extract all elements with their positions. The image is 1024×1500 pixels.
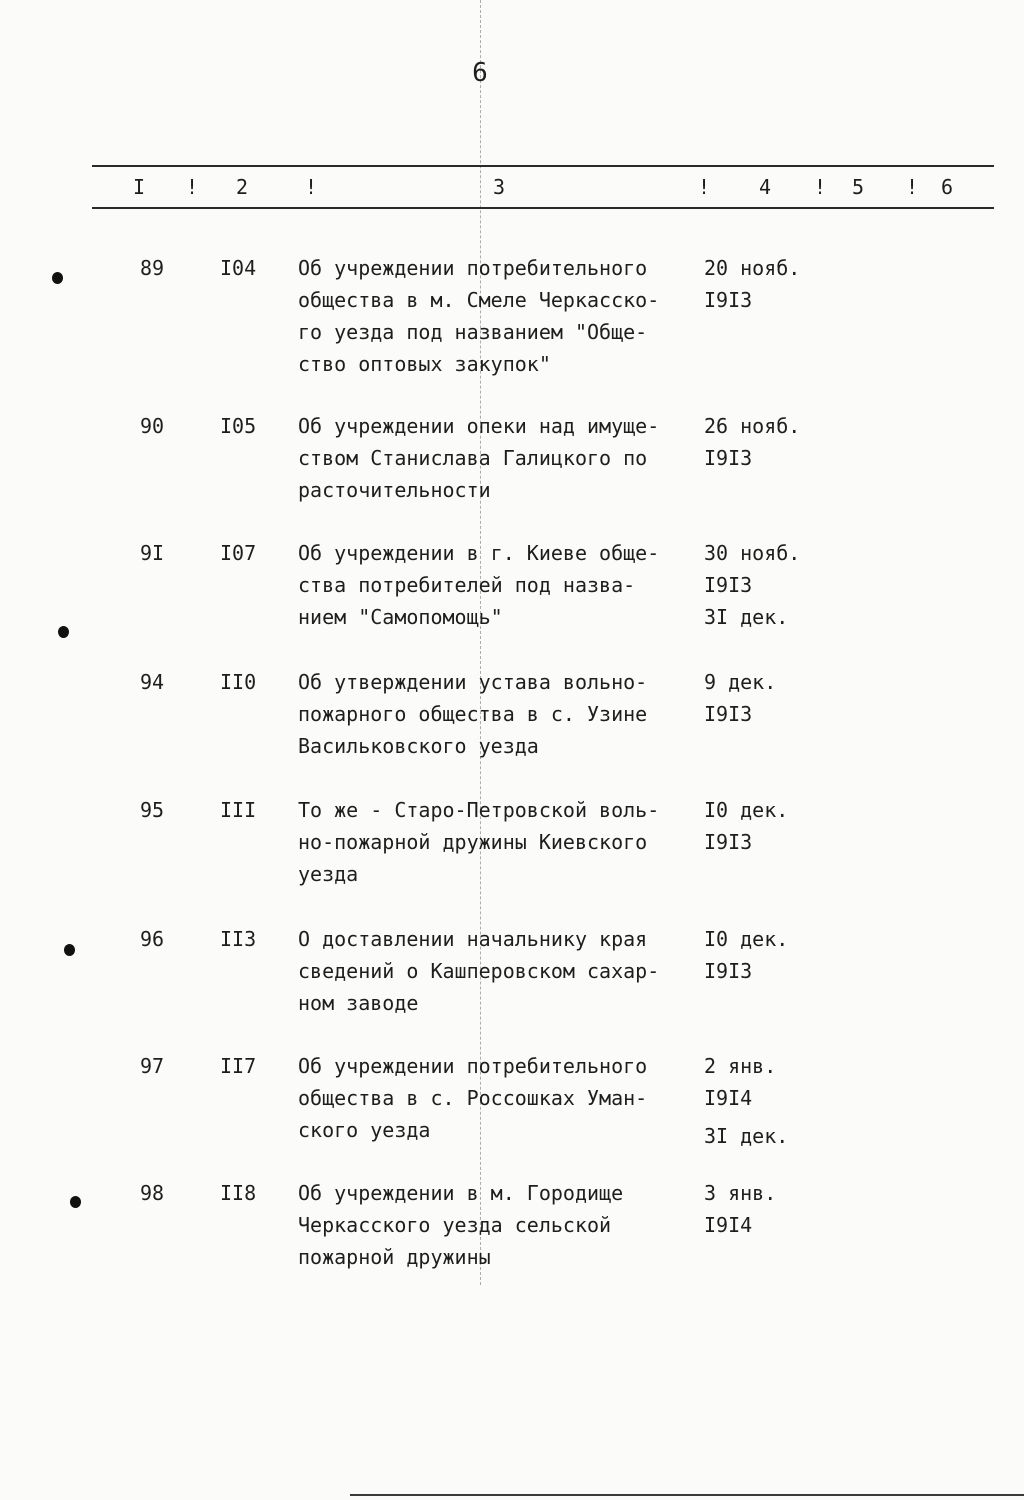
entry-dates: [704, 923, 824, 987]
date-line: 3I дек.: [704, 1124, 789, 1148]
date-line: I9I3: [704, 959, 753, 983]
header-separator: !: [698, 175, 711, 199]
description-line: ства потребителей под назва-: [298, 573, 636, 597]
description-line: Об учреждении потребительного: [298, 256, 648, 280]
date-line: I9I3: [704, 288, 753, 312]
entry-number: 89: [140, 256, 165, 280]
description-line: Черкасского уезда сельской: [298, 1213, 612, 1237]
table-header-rule: [92, 207, 994, 209]
description-line: но-пожарной дружины Киевского: [298, 830, 648, 854]
date-line: 30 нояб.: [704, 541, 801, 565]
entry-number: 90: [140, 414, 165, 438]
header-separator: !: [906, 175, 919, 199]
entry-dates: [704, 537, 824, 633]
table-top-rule: [92, 165, 994, 167]
header-col-4: 4: [759, 175, 772, 199]
entry-dates: [704, 666, 824, 730]
header-col-6: 6: [941, 175, 954, 199]
entry-dates: [704, 410, 824, 474]
date-line: I9I3: [704, 573, 753, 597]
document-number: III: [220, 798, 257, 822]
header-separator: !: [305, 175, 318, 199]
punch-hole: [52, 272, 63, 284]
entry-description: [298, 794, 698, 890]
header-col-1: I: [133, 175, 146, 199]
description-line: То же - Старо-Петровской воль-: [298, 798, 660, 822]
entry-number: 94: [140, 670, 165, 694]
entry-description: [298, 410, 698, 506]
date-line: I9I4: [704, 1086, 753, 1110]
entry-description: [298, 1050, 698, 1146]
description-line: Об утверждении устава вольно-: [298, 670, 648, 694]
page-number: 6: [472, 58, 488, 88]
entry-number: 96: [140, 927, 165, 951]
document-number: I04: [220, 256, 257, 280]
date-line: 3I дек.: [704, 605, 789, 629]
punch-hole: [58, 626, 69, 638]
punch-hole: [64, 944, 75, 956]
document-number: II3: [220, 927, 257, 951]
description-line: Васильковского уезда: [298, 734, 539, 758]
entry-dates: [704, 1050, 824, 1152]
description-line: пожарной дружины: [298, 1245, 491, 1269]
table-header: [0, 172, 1024, 202]
entry-dates: [704, 1177, 824, 1241]
bottom-edge-line: [350, 1494, 1024, 1496]
description-line: Об учреждении в г. Киеве обще-: [298, 541, 660, 565]
date-line: I9I3: [704, 446, 753, 470]
description-line: пожарного общества в с. Узине: [298, 702, 648, 726]
header-separator: !: [186, 175, 199, 199]
document-number: I07: [220, 541, 257, 565]
description-line: Об учреждении в м. Городище: [298, 1181, 624, 1205]
description-line: сведений о Кашперовском сахар-: [298, 959, 660, 983]
entry-description: [298, 923, 698, 1019]
header-col-2: 2: [236, 175, 249, 199]
date-line: 26 нояб.: [704, 414, 801, 438]
entry-number: 98: [140, 1181, 165, 1205]
description-line: го уезда под названием "Обще-: [298, 320, 648, 344]
description-line: ство оптовых закупок": [298, 352, 551, 376]
description-line: уезда: [298, 862, 359, 886]
description-line: ством Станислава Галицкого по: [298, 446, 648, 470]
entry-number: 9I: [140, 541, 165, 565]
entry-dates: [704, 252, 824, 316]
entry-number: 97: [140, 1054, 165, 1078]
entry-description: [298, 537, 698, 633]
entry-description: [298, 666, 698, 762]
entry-dates: [704, 794, 824, 858]
punch-hole: [70, 1196, 81, 1208]
entry-description: [298, 1177, 698, 1273]
document-number: II0: [220, 670, 257, 694]
description-line: Об учреждении опеки над имуще-: [298, 414, 660, 438]
entry-description: [298, 252, 698, 380]
description-line: Об учреждении потребительного: [298, 1054, 648, 1078]
document-number: I05: [220, 414, 257, 438]
description-line: нием "Самопомощь": [298, 605, 503, 629]
entry-number: 95: [140, 798, 165, 822]
description-line: расточительности: [298, 478, 491, 502]
header-col-5: 5: [852, 175, 865, 199]
description-line: общества в м. Смеле Черкасско-: [298, 288, 660, 312]
date-line: I0 дек.: [704, 927, 789, 951]
description-line: ном заводе: [298, 991, 419, 1015]
date-line: I0 дек.: [704, 798, 789, 822]
description-line: общества в с. Россошках Уман-: [298, 1086, 648, 1110]
date-line: 20 нояб.: [704, 256, 801, 280]
date-line: I9I4: [704, 1213, 753, 1237]
date-line: I9I3: [704, 702, 753, 726]
date-line: 3 янв.: [704, 1181, 777, 1205]
date-line: I9I3: [704, 830, 753, 854]
document-number: II8: [220, 1181, 257, 1205]
description-line: О доставлении начальнику края: [298, 927, 648, 951]
date-line: 2 янв.: [704, 1054, 777, 1078]
description-line: ского уезда: [298, 1118, 431, 1142]
date-line: 9 дек.: [704, 670, 777, 694]
header-col-3: 3: [493, 175, 506, 199]
header-separator: !: [814, 175, 827, 199]
document-number: II7: [220, 1054, 257, 1078]
